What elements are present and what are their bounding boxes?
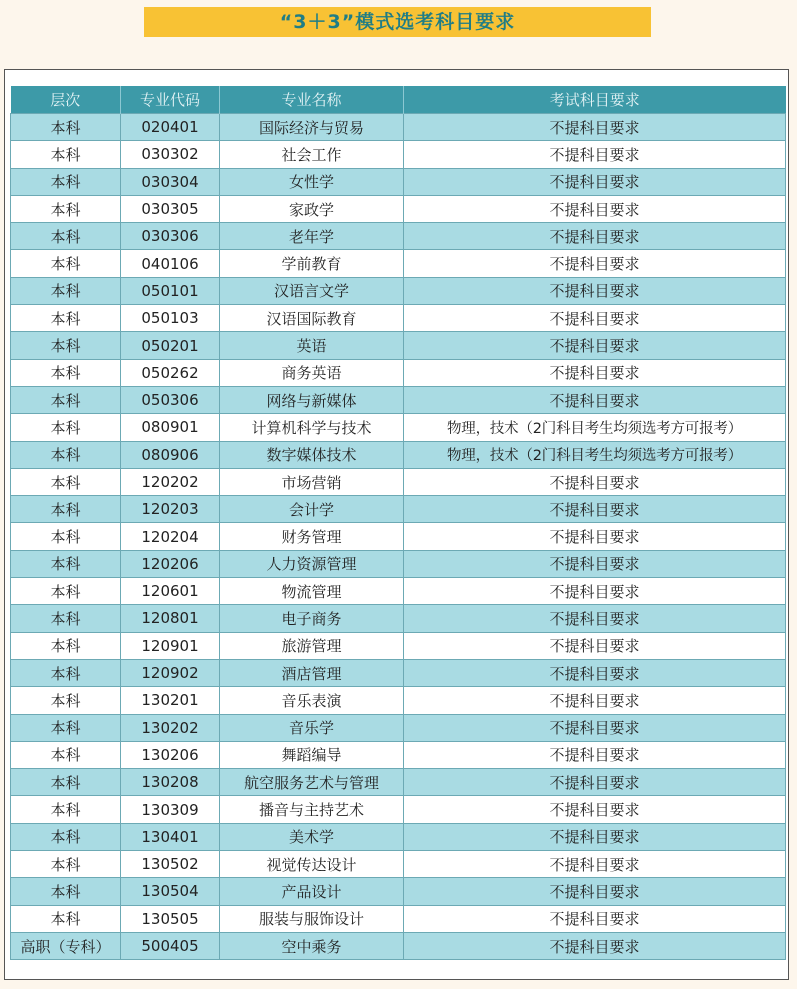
cell-subject-requirement: 不提科目要求 xyxy=(404,741,786,768)
cell-major-name: 电子商务 xyxy=(220,605,404,632)
cell-major-name: 播音与主持艺术 xyxy=(220,796,404,823)
table-row xyxy=(11,932,786,959)
cell-subject-requirement: 物理，技术（2门科目考生均须选考方可报考） xyxy=(404,441,786,468)
table-row xyxy=(11,441,786,468)
cell-subject-requirement: 不提科目要求 xyxy=(404,878,786,905)
header-level: 层次 xyxy=(11,86,121,114)
cell-major-name: 网络与新媒体 xyxy=(220,386,404,413)
cell-subject-requirement: 不提科目要求 xyxy=(404,359,786,386)
table-row xyxy=(11,305,786,332)
cell-level: 本科 xyxy=(11,796,121,823)
table-row xyxy=(11,523,786,550)
page-title: “3＋3”模式选考科目要求 xyxy=(144,7,651,37)
table-row xyxy=(11,250,786,277)
cell-major-name: 视觉传达设计 xyxy=(220,851,404,878)
cell-level: 本科 xyxy=(11,386,121,413)
table-row xyxy=(11,195,786,222)
table-card xyxy=(4,69,789,980)
cell-major-name: 计算机科学与技术 xyxy=(220,414,404,441)
cell-major-code: 130502 xyxy=(121,851,220,878)
table-row xyxy=(11,332,786,359)
table-row xyxy=(11,605,786,632)
cell-major-name: 音乐学 xyxy=(220,714,404,741)
cell-subject-requirement: 不提科目要求 xyxy=(404,796,786,823)
cell-level: 本科 xyxy=(11,332,121,359)
cell-major-name: 家政学 xyxy=(220,195,404,222)
cell-subject-requirement: 不提科目要求 xyxy=(404,223,786,250)
cell-subject-requirement: 不提科目要求 xyxy=(404,496,786,523)
cell-subject-requirement: 不提科目要求 xyxy=(404,168,786,195)
cell-subject-requirement: 不提科目要求 xyxy=(404,141,786,168)
cell-level: 本科 xyxy=(11,141,121,168)
cell-major-code: 080906 xyxy=(121,441,220,468)
cell-level: 本科 xyxy=(11,905,121,932)
table-header-row xyxy=(11,86,786,114)
cell-level: 本科 xyxy=(11,305,121,332)
cell-major-name: 数字媒体技术 xyxy=(220,441,404,468)
cell-level: 本科 xyxy=(11,277,121,304)
cell-major-name: 航空服务艺术与管理 xyxy=(220,769,404,796)
table-row xyxy=(11,168,786,195)
cell-major-name: 商务英语 xyxy=(220,359,404,386)
cell-level: 本科 xyxy=(11,250,121,277)
cell-major-code: 130208 xyxy=(121,769,220,796)
cell-subject-requirement: 不提科目要求 xyxy=(404,851,786,878)
cell-subject-requirement: 不提科目要求 xyxy=(404,605,786,632)
cell-level: 本科 xyxy=(11,605,121,632)
cell-major-code: 130505 xyxy=(121,905,220,932)
cell-major-name: 音乐表演 xyxy=(220,687,404,714)
cell-level: 本科 xyxy=(11,359,121,386)
cell-level: 本科 xyxy=(11,823,121,850)
cell-major-name: 国际经济与贸易 xyxy=(220,114,404,141)
table-row xyxy=(11,496,786,523)
table-row xyxy=(11,796,786,823)
cell-major-code: 130201 xyxy=(121,687,220,714)
cell-subject-requirement: 不提科目要求 xyxy=(404,523,786,550)
cell-level: 本科 xyxy=(11,195,121,222)
cell-major-name: 汉语国际教育 xyxy=(220,305,404,332)
table-row xyxy=(11,468,786,495)
cell-subject-requirement: 不提科目要求 xyxy=(404,578,786,605)
cell-subject-requirement: 不提科目要求 xyxy=(404,905,786,932)
cell-major-code: 120203 xyxy=(121,496,220,523)
cell-major-name: 物流管理 xyxy=(220,578,404,605)
table-row xyxy=(11,414,786,441)
cell-level: 本科 xyxy=(11,659,121,686)
cell-major-code: 130401 xyxy=(121,823,220,850)
cell-subject-requirement: 不提科目要求 xyxy=(404,250,786,277)
cell-major-name: 人力资源管理 xyxy=(220,550,404,577)
table-row xyxy=(11,223,786,250)
cell-major-name: 英语 xyxy=(220,332,404,359)
cell-subject-requirement: 不提科目要求 xyxy=(404,714,786,741)
cell-level: 本科 xyxy=(11,578,121,605)
table-row xyxy=(11,659,786,686)
table-row xyxy=(11,359,786,386)
table-row xyxy=(11,141,786,168)
table-row xyxy=(11,632,786,659)
cell-level: 本科 xyxy=(11,523,121,550)
cell-subject-requirement: 不提科目要求 xyxy=(404,277,786,304)
cell-major-code: 020401 xyxy=(121,114,220,141)
cell-major-code: 120206 xyxy=(121,550,220,577)
subject-requirements-table xyxy=(10,86,786,960)
cell-major-code: 130202 xyxy=(121,714,220,741)
table-row xyxy=(11,823,786,850)
cell-major-code: 040106 xyxy=(121,250,220,277)
cell-major-code: 120902 xyxy=(121,659,220,686)
table-row xyxy=(11,386,786,413)
cell-major-name: 产品设计 xyxy=(220,878,404,905)
table-row xyxy=(11,851,786,878)
cell-level: 本科 xyxy=(11,441,121,468)
cell-level: 本科 xyxy=(11,468,121,495)
cell-major-code: 030304 xyxy=(121,168,220,195)
table-row xyxy=(11,741,786,768)
cell-subject-requirement: 不提科目要求 xyxy=(404,687,786,714)
cell-major-code: 500405 xyxy=(121,932,220,959)
cell-major-code: 080901 xyxy=(121,414,220,441)
cell-level: 本科 xyxy=(11,632,121,659)
cell-major-name: 舞蹈编导 xyxy=(220,741,404,768)
cell-major-code: 050101 xyxy=(121,277,220,304)
cell-major-name: 社会工作 xyxy=(220,141,404,168)
cell-major-code: 120801 xyxy=(121,605,220,632)
cell-major-name: 服装与服饰设计 xyxy=(220,905,404,932)
cell-subject-requirement: 不提科目要求 xyxy=(404,932,786,959)
cell-major-code: 030306 xyxy=(121,223,220,250)
cell-subject-requirement: 不提科目要求 xyxy=(404,632,786,659)
cell-level: 本科 xyxy=(11,741,121,768)
cell-subject-requirement: 不提科目要求 xyxy=(404,550,786,577)
cell-major-code: 050201 xyxy=(121,332,220,359)
table-row xyxy=(11,114,786,141)
header-major-code: 专业代码 xyxy=(121,86,220,114)
cell-major-name: 女性学 xyxy=(220,168,404,195)
cell-major-name: 财务管理 xyxy=(220,523,404,550)
cell-subject-requirement: 不提科目要求 xyxy=(404,659,786,686)
cell-major-name: 会计学 xyxy=(220,496,404,523)
cell-level: 本科 xyxy=(11,878,121,905)
table-row xyxy=(11,550,786,577)
cell-major-code: 050262 xyxy=(121,359,220,386)
cell-level: 本科 xyxy=(11,687,121,714)
cell-major-name: 市场营销 xyxy=(220,468,404,495)
cell-level: 本科 xyxy=(11,714,121,741)
cell-major-code: 120901 xyxy=(121,632,220,659)
cell-level: 高职（专科） xyxy=(11,932,121,959)
cell-subject-requirement: 不提科目要求 xyxy=(404,823,786,850)
header-major-name: 专业名称 xyxy=(220,86,404,114)
cell-level: 本科 xyxy=(11,114,121,141)
cell-subject-requirement: 不提科目要求 xyxy=(404,305,786,332)
cell-major-name: 旅游管理 xyxy=(220,632,404,659)
cell-major-name: 老年学 xyxy=(220,223,404,250)
cell-level: 本科 xyxy=(11,769,121,796)
table-row xyxy=(11,878,786,905)
cell-subject-requirement: 不提科目要求 xyxy=(404,114,786,141)
table-row xyxy=(11,687,786,714)
cell-major-code: 120601 xyxy=(121,578,220,605)
cell-level: 本科 xyxy=(11,496,121,523)
cell-level: 本科 xyxy=(11,550,121,577)
cell-major-name: 酒店管理 xyxy=(220,659,404,686)
cell-subject-requirement: 不提科目要求 xyxy=(404,332,786,359)
cell-major-code: 050306 xyxy=(121,386,220,413)
cell-major-code: 130504 xyxy=(121,878,220,905)
cell-major-code: 050103 xyxy=(121,305,220,332)
cell-major-code: 130309 xyxy=(121,796,220,823)
header-subject-requirement: 考试科目要求 xyxy=(404,86,786,114)
cell-subject-requirement: 不提科目要求 xyxy=(404,468,786,495)
cell-subject-requirement: 物理，技术（2门科目考生均须选考方可报考） xyxy=(404,414,786,441)
cell-subject-requirement: 不提科目要求 xyxy=(404,769,786,796)
cell-major-code: 030305 xyxy=(121,195,220,222)
cell-major-code: 030302 xyxy=(121,141,220,168)
cell-major-name: 美术学 xyxy=(220,823,404,850)
cell-level: 本科 xyxy=(11,851,121,878)
table-row xyxy=(11,769,786,796)
cell-major-code: 130206 xyxy=(121,741,220,768)
cell-major-name: 学前教育 xyxy=(220,250,404,277)
table-row xyxy=(11,714,786,741)
cell-level: 本科 xyxy=(11,168,121,195)
table-row xyxy=(11,277,786,304)
cell-level: 本科 xyxy=(11,223,121,250)
cell-level: 本科 xyxy=(11,414,121,441)
cell-major-code: 120202 xyxy=(121,468,220,495)
cell-subject-requirement: 不提科目要求 xyxy=(404,386,786,413)
cell-major-name: 空中乘务 xyxy=(220,932,404,959)
table-row xyxy=(11,578,786,605)
cell-major-code: 120204 xyxy=(121,523,220,550)
cell-major-name: 汉语言文学 xyxy=(220,277,404,304)
table-row xyxy=(11,905,786,932)
cell-subject-requirement: 不提科目要求 xyxy=(404,195,786,222)
